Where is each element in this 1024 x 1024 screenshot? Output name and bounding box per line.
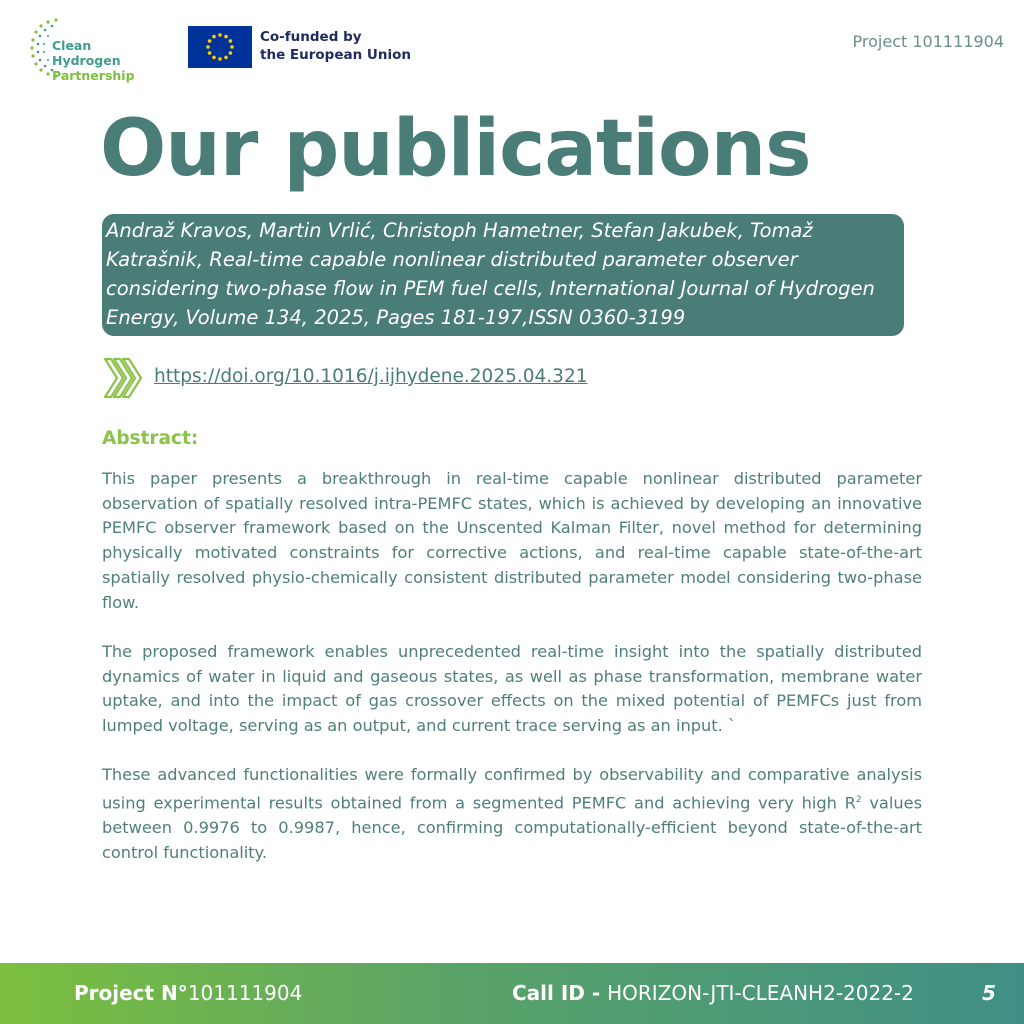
footer-call-label: Call ID - [512,981,608,1005]
page-number: 5 [982,981,996,1005]
footer-call-id [512,981,914,1005]
page-footer [0,963,1024,1024]
abstract-paragraph-2: The proposed framework enables unprecedented real-time insight into the spatially distributed dynamics of water in liquid and gaseous states, as well as phase transformation, membrane water uptake, and into the impact of gas crossover effects on the mixed potential of PEMFCs just from lumped voltage, serving as an output, and current trace serving as an input. ` [102,641,922,736]
doi-row [102,356,702,400]
clean-hydrogen-partnership-logo [28,16,158,83]
partner-logo-line1: Clean Hydrogen [52,38,121,68]
footer-project [74,981,302,1005]
footer-project-number: 101111904 [187,981,303,1005]
partner-logo-line2: Partnership [52,68,135,83]
chevron-right-icon [102,356,144,400]
abstract-paragraph-3-part2: values between 0.9976 to 0.9987, hence, confirming computationally-efficient beyond state-of-the-art control functionality. [102,793,923,862]
partner-logo-text [52,38,158,83]
eu-flag-icon [188,26,252,68]
doi-link[interactable]: https://doi.org/10.1016/j.ijhydene.2025.04.321 [154,366,588,387]
eu-cofunded-label [260,28,411,64]
page-header [0,0,1024,90]
eu-line1: Co-funded by [260,29,362,45]
abstract-heading: Abstract: [102,428,199,449]
abstract-body [102,467,922,890]
eu-line2: the European Union [260,47,412,63]
citation-box: Andraž Kravos, Martin Vrlić, Christoph Hametner, Stefan Jakubek, Tomaž Katrašnik, Real-time capable nonlinear distributed parameter observer considering two-phase flow in PEM fuel cells, International Journal of Hydrogen Energy, Volume 134, 2025, Pages 181-197,ISSN 0360-3199 [102,214,904,336]
footer-call-value: HORIZON-JTI-CLEANH2-2022-2 [607,981,914,1005]
footer-project-label: Project N° [74,981,188,1005]
r-squared-superscript: 2 [855,795,862,806]
page-title: Our publications [100,104,811,194]
abstract-paragraph-3-part1: These advanced functionalities were formally confirmed by observability and comparative analysis using experimental results obtained from a segmented PEMFC and achieving very high R [102,765,922,813]
abstract-paragraph-1: This paper presents a breakthrough in real-time capable nonlinear distributed parameter observation of spatially resolved intra-PEMFC states, which is achieved by developing an innovative PEMFC observer framework based on the Unscented Kalman Filter, novel method for determining physically motivated constraints for corrective actions, and real-time capable state-of-the-art spatially resolved physio-chemically consistent distributed parameter model considering two-phase flow. [102,469,922,612]
project-label-top: Project 101111904 [852,32,1004,51]
abstract-paragraph-3 [102,763,922,865]
